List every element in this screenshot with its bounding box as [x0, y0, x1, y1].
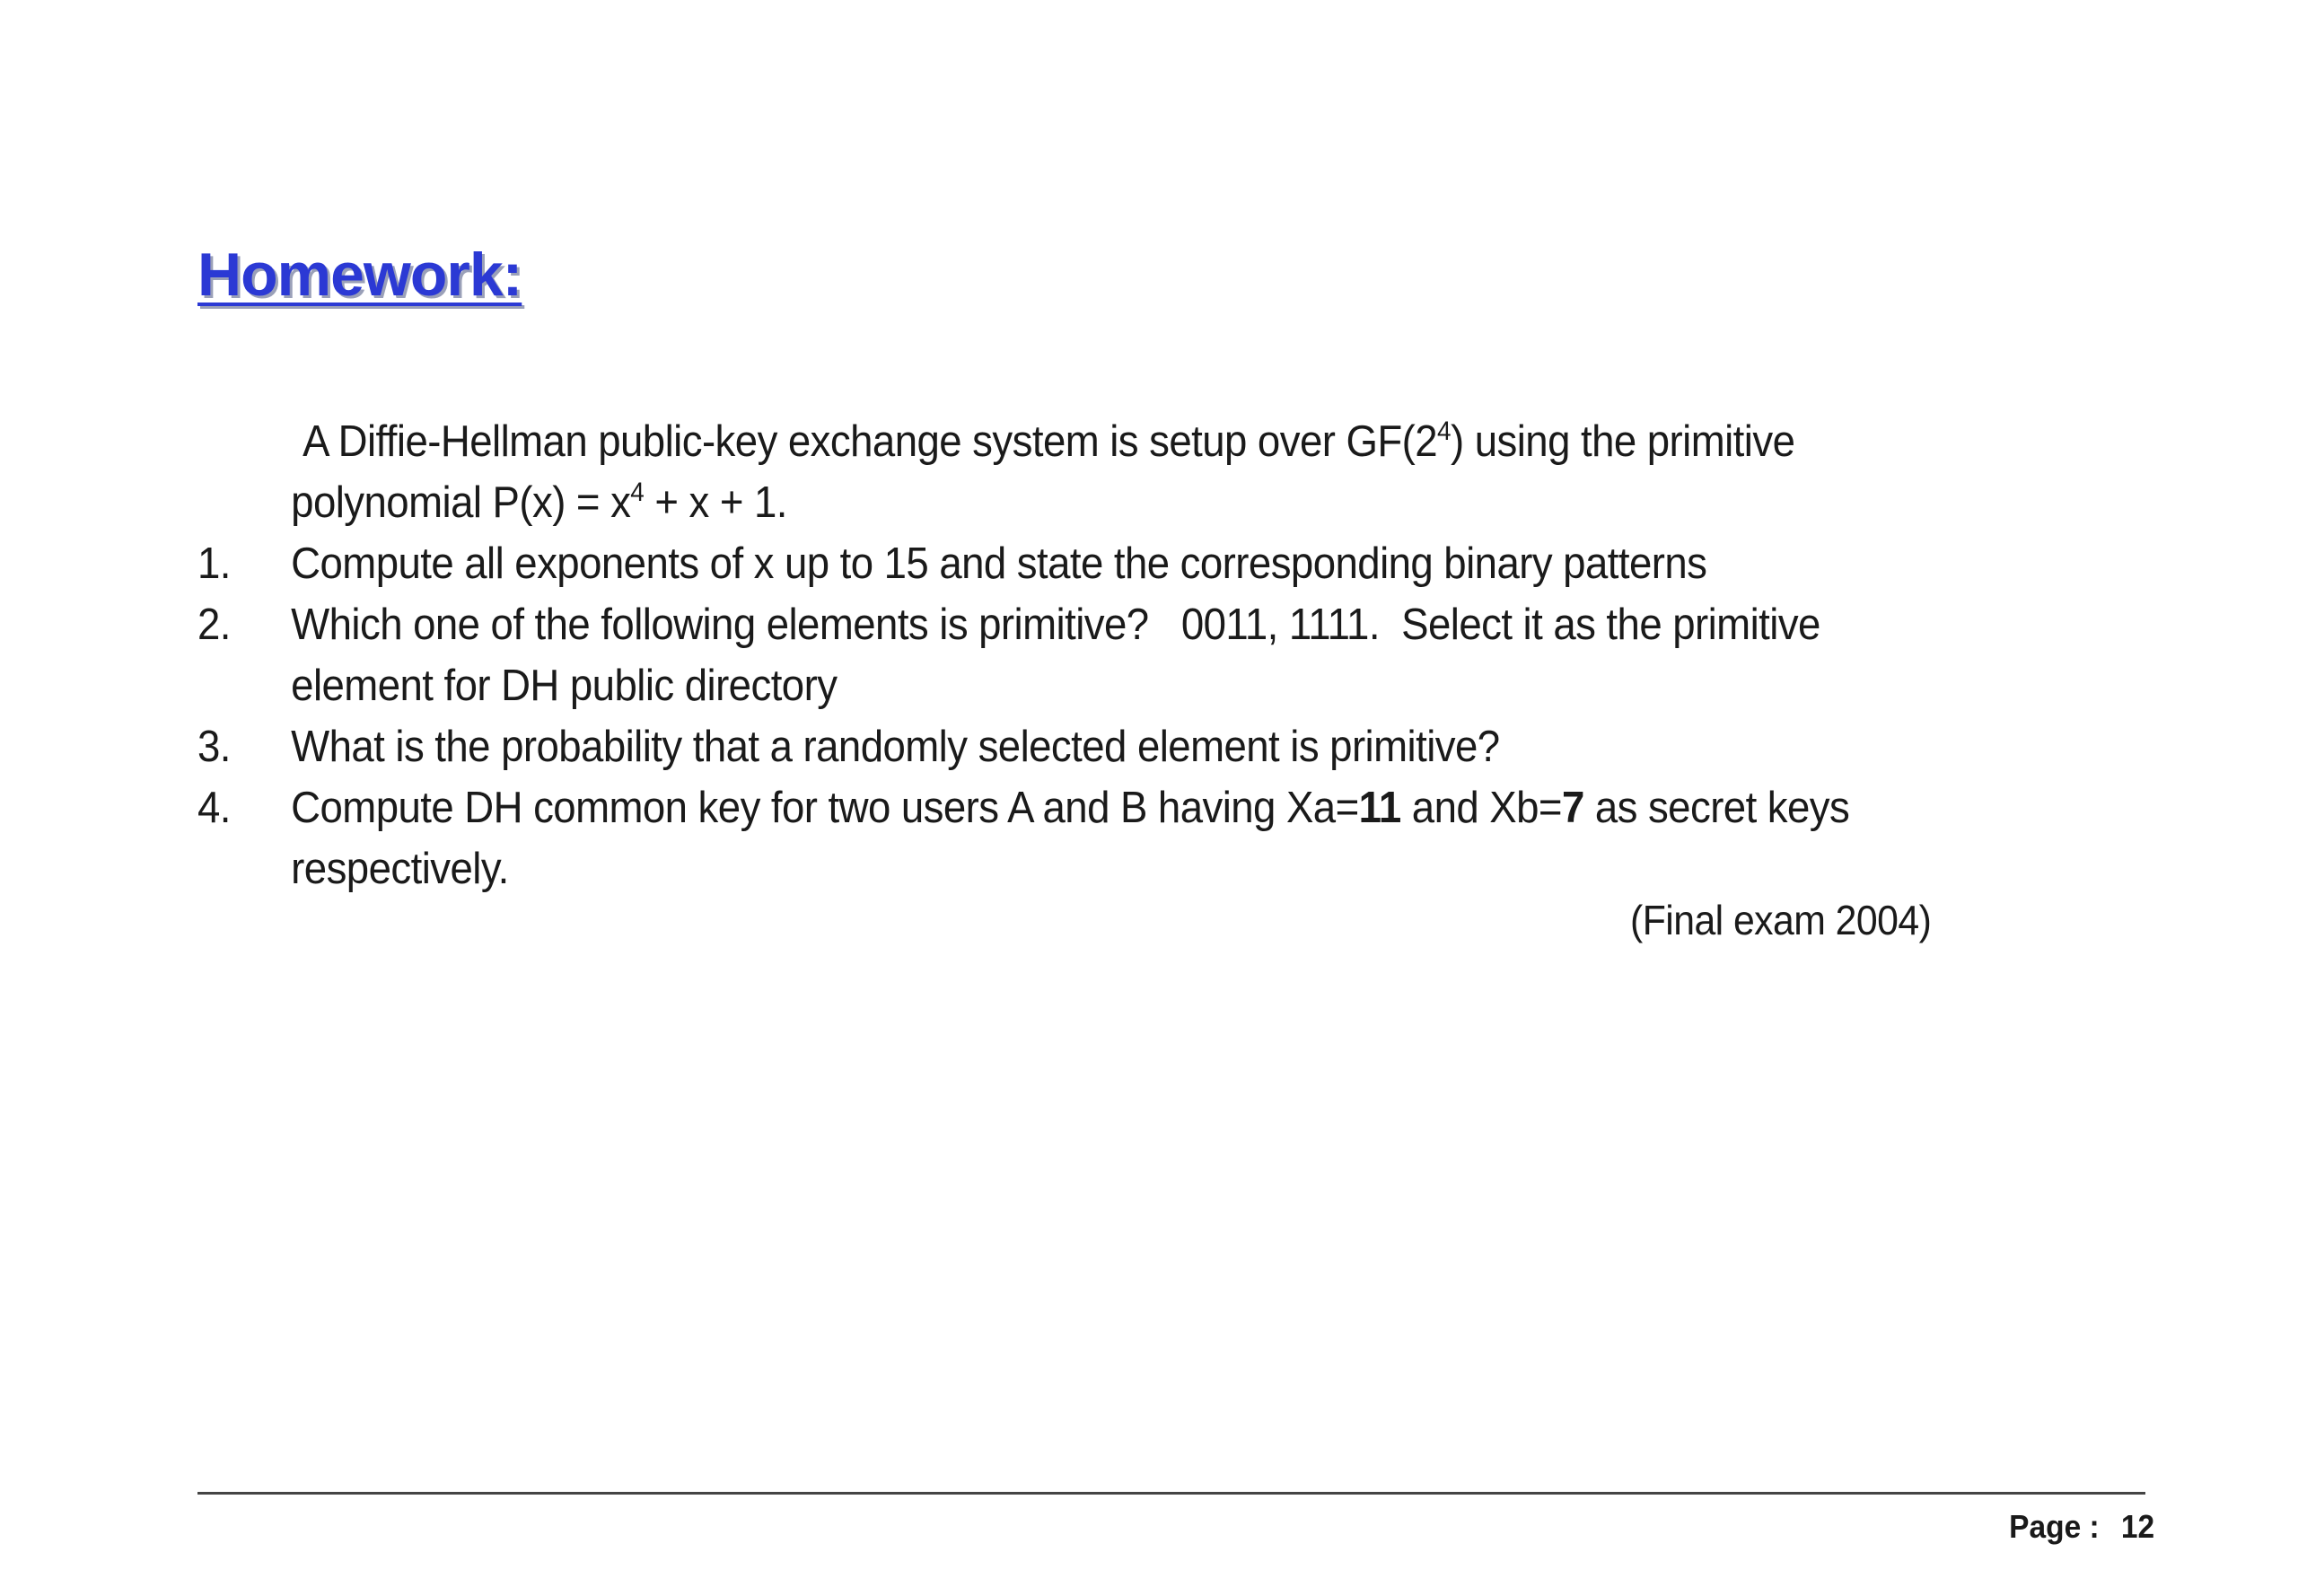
page-number-value: 12 — [2120, 1508, 2154, 1545]
intro-paragraph — [197, 411, 1867, 533]
question-text-part: Compute DH common key for two users A and B having Xa= — [291, 784, 1359, 832]
question-text-part: and Xb= — [1400, 784, 1562, 832]
question-number: 1. — [197, 539, 231, 588]
question-item-1 — [197, 533, 1867, 594]
intro-text-4: + x + 1. — [644, 478, 787, 527]
question-number: 3. — [197, 723, 231, 771]
question-item-2 — [197, 594, 1867, 716]
intro-superscript-2: 4 — [630, 478, 645, 507]
question-number: 4. — [197, 784, 231, 832]
question-text — [291, 594, 1867, 716]
question-item-3 — [197, 716, 1867, 777]
secret-key-xb: 7 — [1561, 784, 1584, 832]
intro-text-2: ) using the primitive — [1450, 417, 1795, 466]
question-text-line: element for DH public directory — [291, 662, 838, 710]
homework-body — [197, 411, 1867, 899]
question-text-part: as secret keys — [1583, 784, 1850, 832]
intro-text-1: A Diffie-Hellman public-key exchange system is setup over GF(2 — [303, 417, 1438, 466]
question-text-part: respectively. — [291, 845, 509, 893]
page-label: Page : — [2009, 1508, 2100, 1545]
secret-key-xa: 11 — [1358, 784, 1401, 832]
question-list — [197, 533, 1867, 899]
question-text — [291, 777, 1867, 899]
page-number — [2009, 1508, 2154, 1546]
question-text: Compute all exponents of x up to 15 and state the corresponding binary patterns — [291, 539, 1707, 588]
intro-text-3: polynomial P(x) = x — [291, 478, 631, 527]
intro-superscript-1: 4 — [1437, 417, 1451, 446]
page-title: Homework: — [197, 241, 522, 309]
footer-divider — [197, 1492, 2145, 1495]
question-text-line: Which one of the following elements is primitive? 0011, 1111. Select it as the primitive — [291, 601, 1820, 649]
question-item-4 — [197, 777, 1867, 899]
question-number: 2. — [197, 601, 231, 649]
question-text: What is the probability that a randomly selected element is primitive? — [291, 723, 1500, 771]
source-note: (Final exam 2004) — [1630, 897, 1932, 943]
